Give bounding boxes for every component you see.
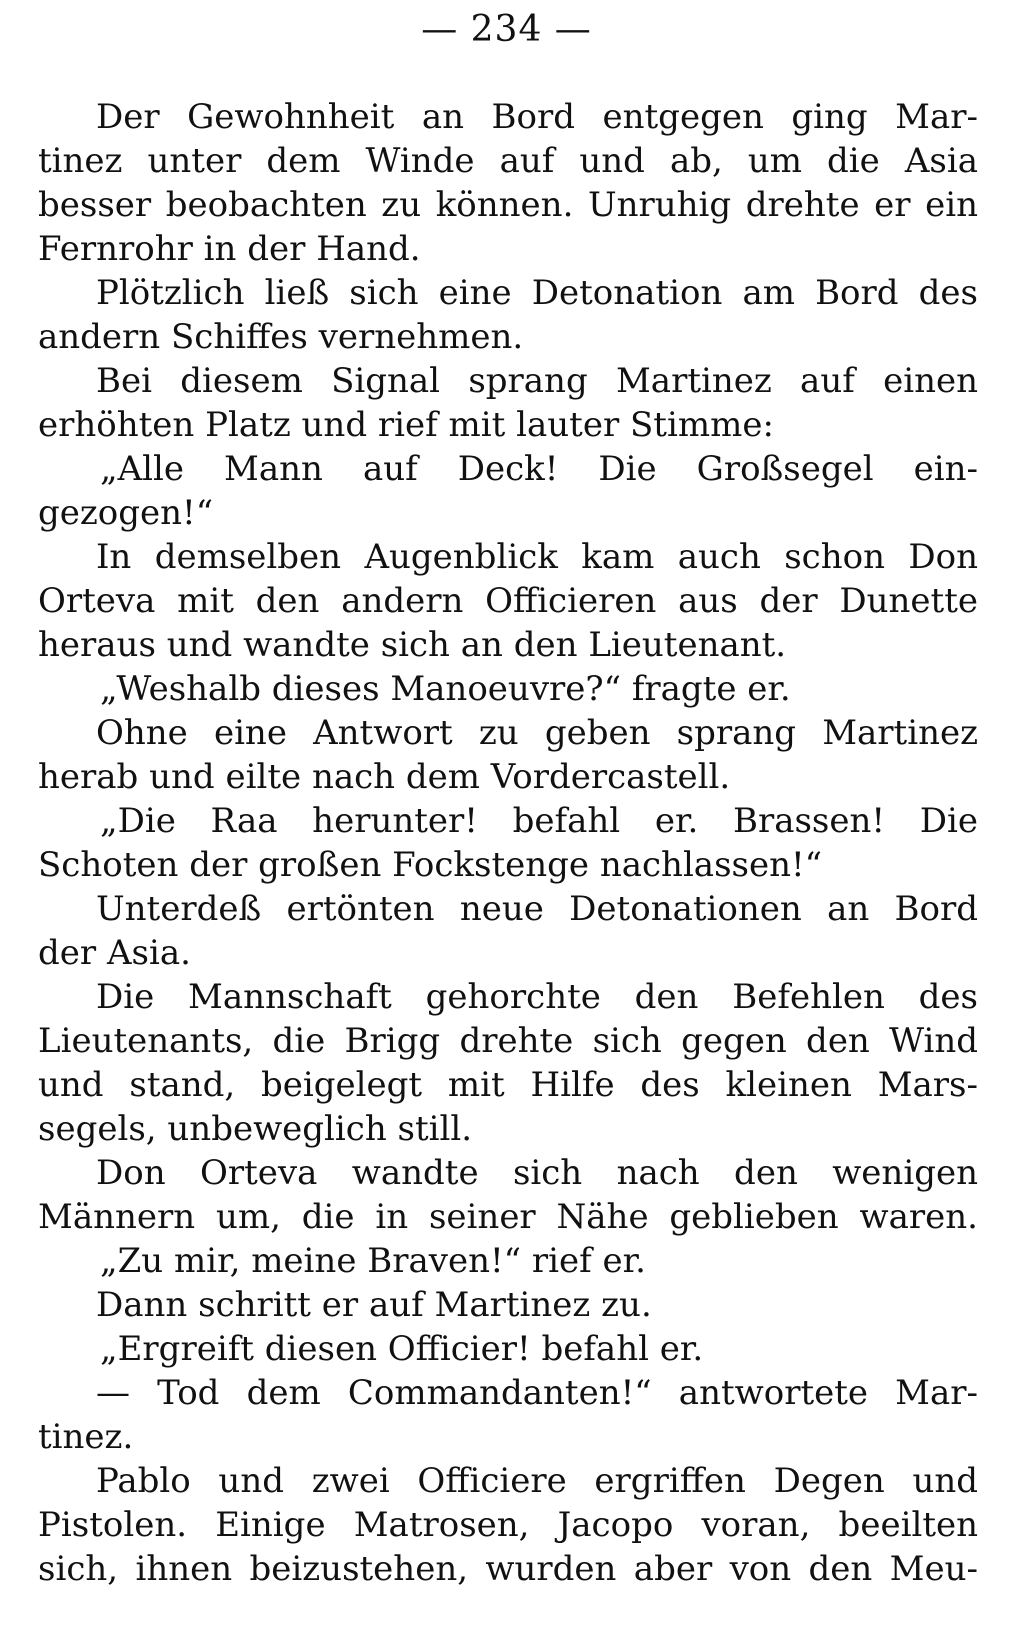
text-line: andern Schiffes vernehmen. (38, 317, 524, 357)
text-line: „Die Raa herunter! befahl er. Brassen! Die (100, 801, 978, 841)
text-line: In demselben Augenblick kam auch schon Don (96, 537, 978, 577)
text-line: tinez unter dem Winde auf und ab, um die Asia (38, 141, 978, 181)
text-line: „Zu mir, meine Braven!“ rief er. (100, 1241, 646, 1281)
text-line: Orteva mit den andern Officieren aus der Dunette (38, 581, 978, 621)
text-line: Männern um, die in seiner Nähe geblieben waren. (38, 1197, 978, 1237)
text-line: „Ergreift diesen Officier! befahl er. (100, 1329, 704, 1369)
text-line: „Alle Mann auf Deck! Die Großsegel ein- (100, 449, 978, 489)
text-line: Unterdeß ertönten neue Detonationen an Bord (96, 889, 978, 929)
text-line: tinez. (38, 1417, 134, 1457)
text-line: und stand, beigelegt mit Hilfe des kleinen Mars- (38, 1065, 978, 1105)
text-line: sich, ihnen beizustehen, wurden aber von den Meu- (38, 1549, 978, 1589)
text-line: Ohne eine Antwort zu geben sprang Martinez (96, 713, 978, 753)
text-line: heraus und wandte sich an den Lieutenant. (38, 625, 787, 665)
text-line: Die Mannschaft gehorchte den Befehlen des (96, 977, 978, 1017)
text-line: Der Gewohnheit an Bord entgegen ging Mar- (96, 97, 978, 137)
text-line: — Tod dem Commandanten!“ antwortete Mar- (96, 1373, 978, 1413)
text-line: „Weshalb dieses Manoeuvre?“ fragte er. (100, 669, 791, 709)
text-line: Dann schritt er auf Martinez zu. (96, 1285, 652, 1325)
body-text (38, 95, 978, 1591)
text-line: besser beobachten zu können. Unruhig drehte er ein (38, 185, 978, 225)
text-line: Fernrohr in der Hand. (38, 229, 421, 269)
text-line: Bei diesem Signal sprang Martinez auf einen (96, 361, 978, 401)
text-line: erhöhten Platz und rief mit lauter Stimme: (38, 405, 774, 445)
text-line: Lieutenants, die Brigg drehte sich gegen den Wind (38, 1021, 978, 1061)
text-line: Pablo und zwei Officiere ergriffen Degen und (96, 1461, 978, 1501)
text-line: herab und eilte nach dem Vordercastell. (38, 757, 731, 797)
text-line: segels, unbeweglich still. (38, 1109, 473, 1149)
text-line: Plötzlich ließ sich eine Detonation am Bord des (96, 273, 978, 313)
text-line: gezogen!“ (38, 493, 214, 533)
text-line: der Asia. (38, 933, 191, 973)
text-line: Don Orteva wandte sich nach den wenigen (96, 1153, 978, 1193)
text-line: Schoten der großen Fockstenge nachlassen!“ (38, 845, 823, 885)
text-line: Pistolen. Einige Matrosen, Jacopo voran, beeilten (38, 1505, 978, 1545)
page-number: — 234 — (421, 9, 592, 50)
